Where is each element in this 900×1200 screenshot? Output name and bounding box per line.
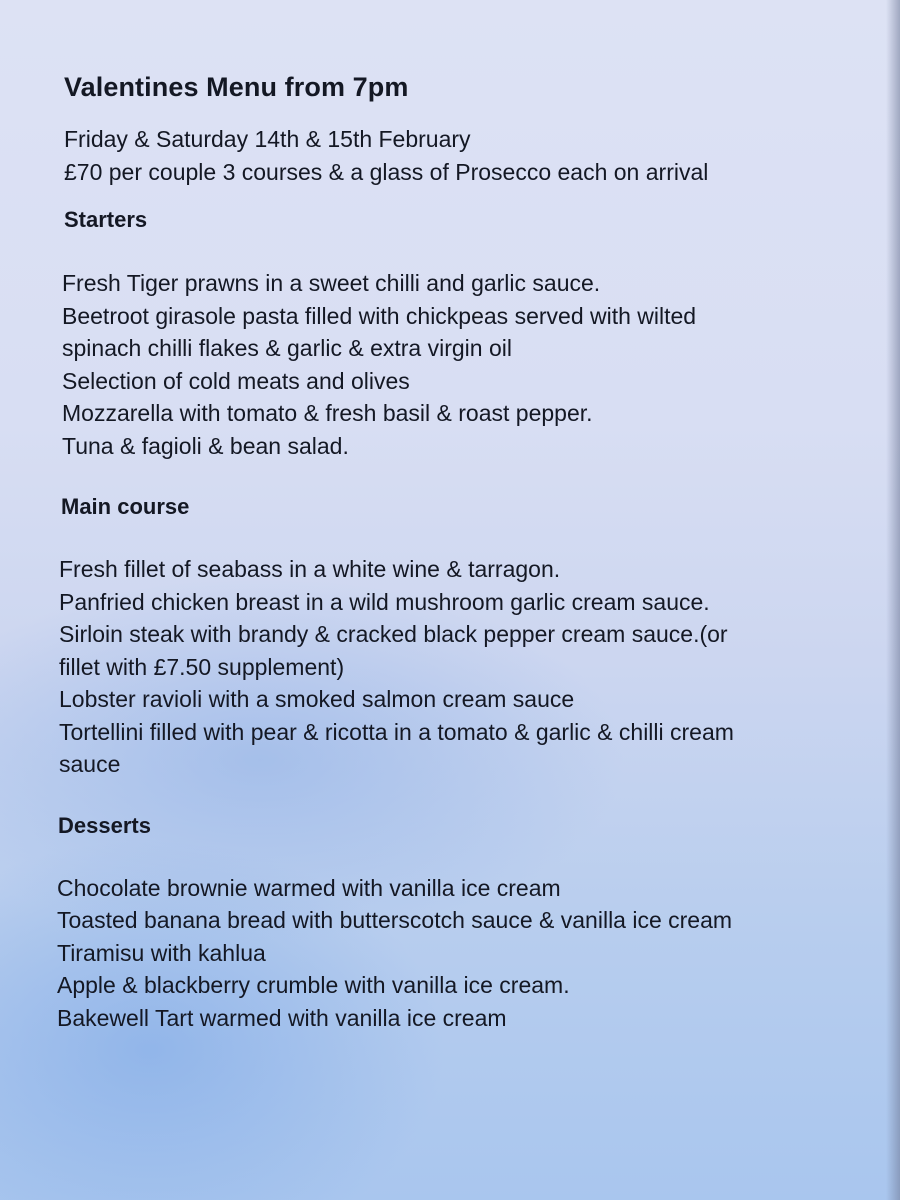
menu-item: Panfried chicken breast in a wild mushroom garlic cream sauce.: [59, 588, 710, 615]
menu-item: Bakewell Tart warmed with vanilla ice cream: [57, 1004, 507, 1031]
menu-item: Fresh Tiger prawns in a sweet chilli and garlic sauce.: [62, 270, 601, 296]
main-course-list: [59, 553, 856, 781]
menu-price: £70 per couple 3 courses & a glass of Prosecco each on arrival: [64, 159, 709, 185]
starters-section: [56, 207, 856, 462]
desserts-section: [56, 813, 856, 1035]
menu-item: Lobster ravioli with a smoked salmon cream sauce: [59, 686, 575, 712]
desserts-heading: Desserts: [58, 812, 151, 838]
menu-item: Toasted banana bread with butterscotch sauce & vanilla ice cream: [57, 907, 733, 933]
main-course-section: [56, 494, 856, 781]
menu-item: Beetroot girasole pasta filled with chickpeas served with wilted spinach chilli flakes & garlic & extra virgin oil: [62, 302, 697, 361]
menu-title: Valentines Menu from 7pm: [64, 72, 409, 102]
main-course-heading: Main course: [61, 494, 190, 519]
desserts-list: [57, 872, 856, 1035]
menu-item: Selection of cold meats and olives: [62, 367, 410, 394]
menu-sheet: [56, 72, 856, 1034]
menu-item: Tuna & fagioli & bean salad.: [62, 432, 349, 459]
paper-edge-shadow: [886, 0, 900, 1200]
menu-item: Tortellini filled with pear & ricotta in a tomato & garlic & chilli cream sauce: [59, 718, 734, 777]
menu-item: Tiramisu with kahlua: [57, 939, 266, 966]
menu-item: Sirloin steak with brandy & cracked black pepper cream sauce.(or fillet with £7.50 supplement): [59, 621, 728, 680]
menu-dates: Friday & Saturday 14th & 15th February: [64, 126, 471, 152]
menu-item: Mozzarella with tomato & fresh basil & roast pepper.: [62, 400, 593, 426]
menu-item: Apple & blackberry crumble with vanilla ice cream.: [57, 972, 570, 998]
menu-item: Fresh fillet of seabass in a white wine & tarragon.: [59, 556, 561, 582]
starters-list: [62, 267, 856, 462]
menu-item: Chocolate brownie warmed with vanilla ice cream: [57, 874, 561, 901]
menu-intro: [56, 123, 856, 189]
starters-heading: Starters: [64, 207, 148, 232]
